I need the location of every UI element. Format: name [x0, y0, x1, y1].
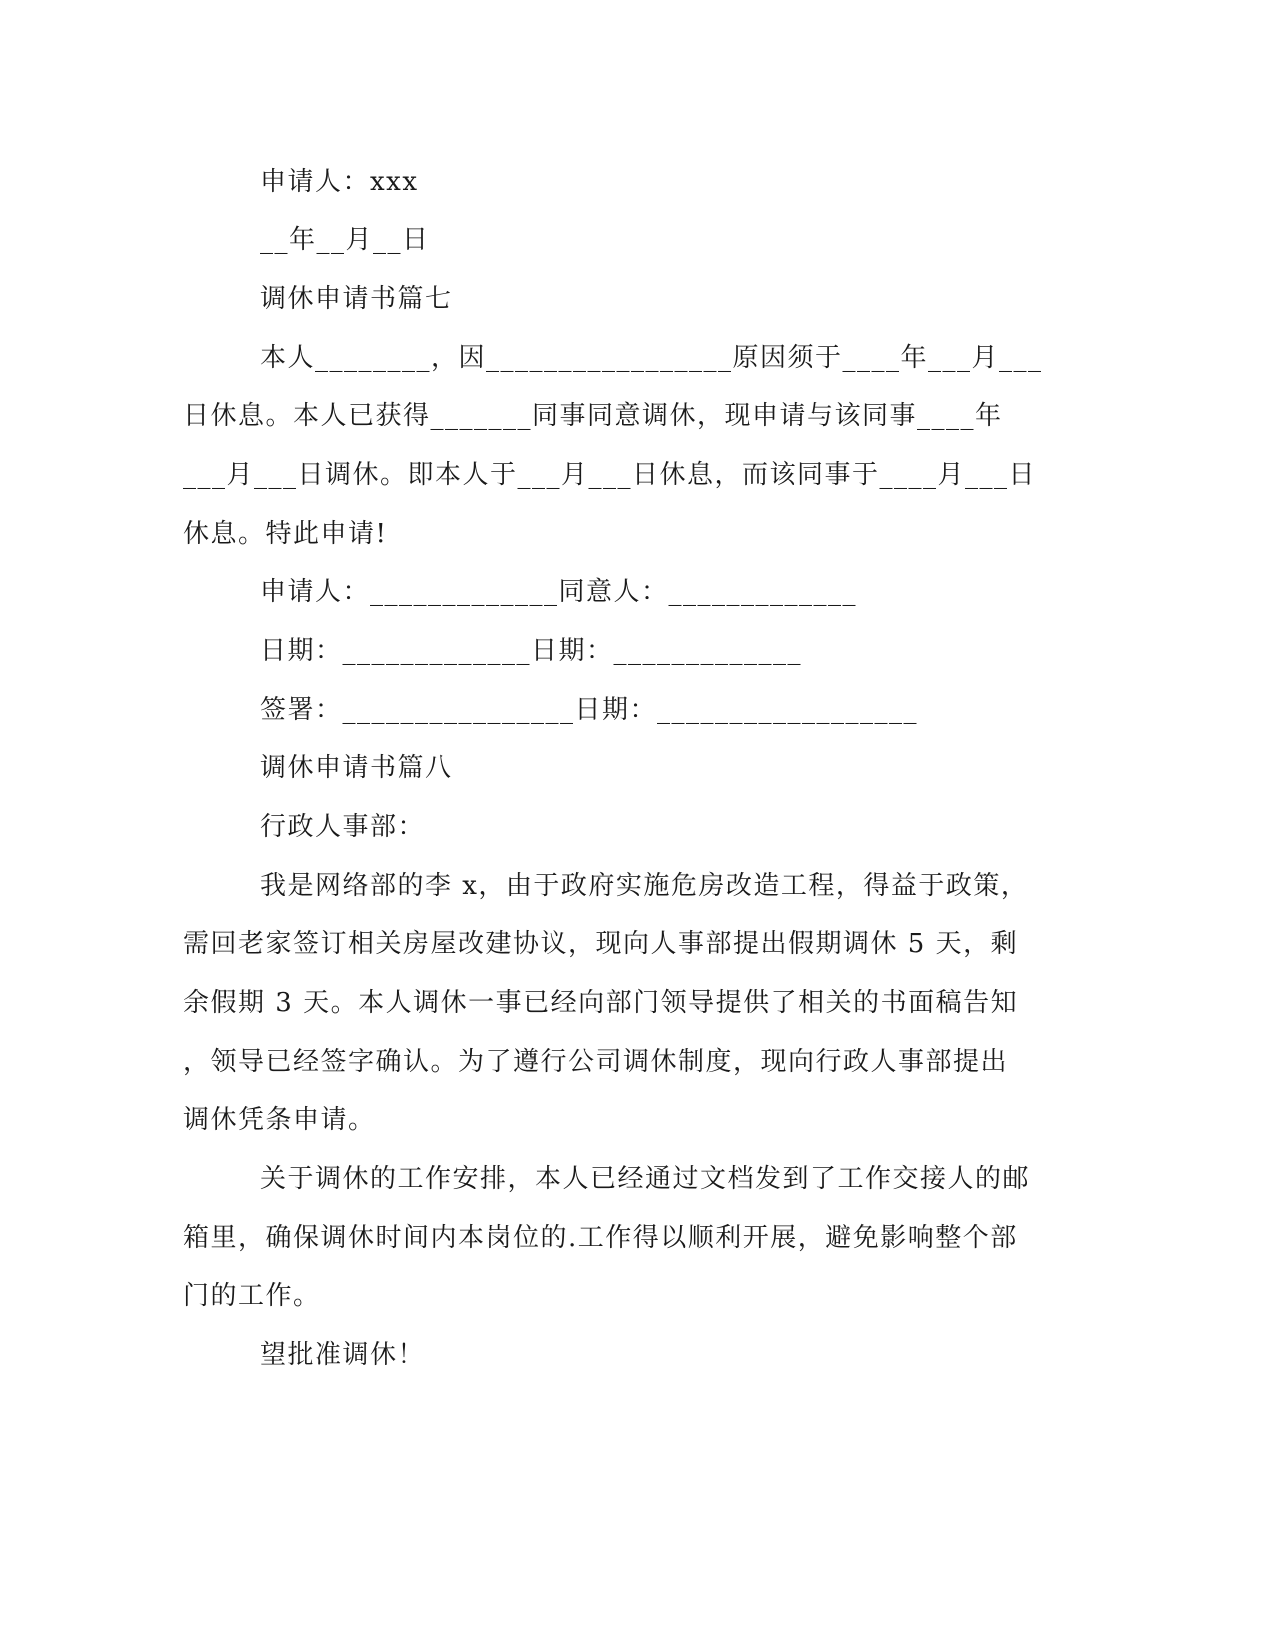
addressee: 行政人事部： [260, 812, 426, 842]
section-heading-seven: 调休申请书篇七 [260, 284, 453, 314]
dates-line: 日期：_____________日期：_____________ [260, 636, 803, 666]
body-paragraph-line: ，领导已经签字确认。为了遵行公司调休制度，现向行政人事部提出 [183, 1047, 1009, 1077]
body-paragraph-line: 本人________，因_________________原因须于____年___月___ [260, 343, 1043, 373]
closing-line: 望批准调休！ [260, 1340, 426, 1370]
body-paragraph-line: ___月___日调休。即本人于___月___日休息，而该同事于____月___日 [183, 460, 1037, 490]
body-paragraph-line: 需回老家签订相关房屋改建协议，现向人事部提出假期调休 5 天，剩 [183, 929, 1019, 959]
applicant-consenter-line: 申请人：_____________同意人：_____________ [260, 577, 858, 607]
body-paragraph-line: 箱里，确保调休时间内本岗位的.工作得以顺利开展，避免影响整个部 [183, 1223, 1018, 1253]
body-paragraph-line: 日休息。本人已获得_______同事同意调休，现申请与该同事____年 [183, 401, 1003, 431]
body-paragraph-line: 门的工作。 [183, 1281, 321, 1311]
signature-date-line: 签署：________________日期：__________________ [260, 695, 919, 725]
section-heading-eight: 调休申请书篇八 [260, 753, 453, 783]
body-paragraph-line: 调休凭条申请。 [183, 1105, 376, 1135]
date-line: __年__月__日 [260, 225, 430, 255]
body-paragraph-line: 我是网络部的李 x，由于政府实施危房改造工程，得益于政策， [260, 871, 1029, 901]
body-paragraph-line: 休息。特此申请! [183, 519, 388, 549]
applicant-signature-line: 申请人：xxx [260, 167, 419, 197]
body-paragraph-line: 关于调休的工作安排，本人已经通过文档发到了工作交接人的邮 [260, 1164, 1031, 1194]
body-paragraph-line: 余假期 3 天。本人调休一事已经向部门领导提供了相关的书面稿告知 [183, 988, 1019, 1018]
